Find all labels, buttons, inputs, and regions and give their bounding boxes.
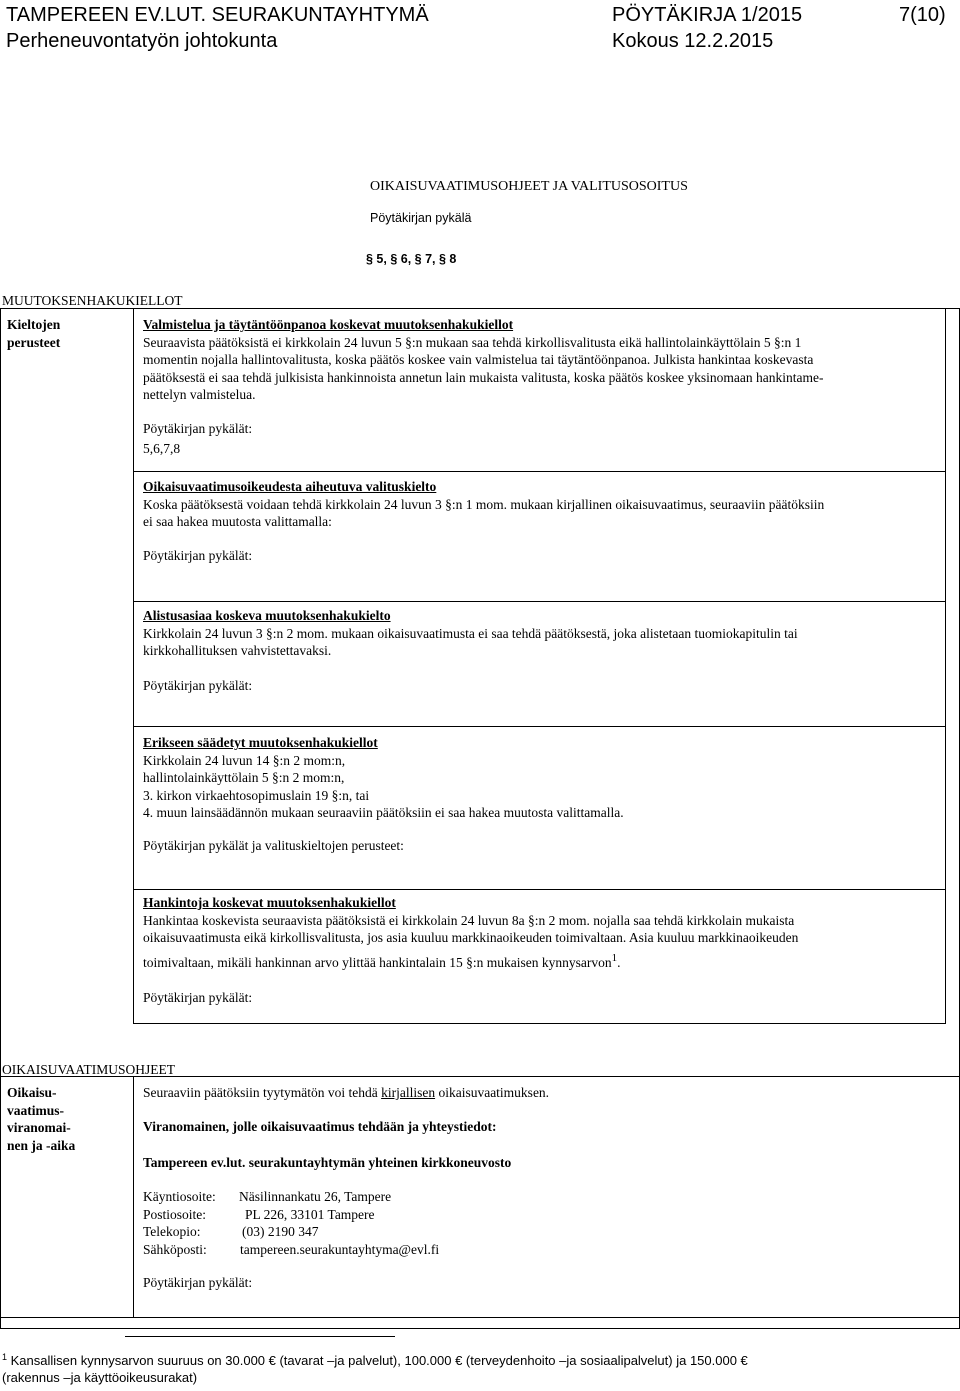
- contact-value: (03) 2190 347: [242, 1224, 319, 1239]
- text-line: 4. muun lainsäädännön mukaan seuraaviin päätöksiin ei saa hakea muutosta valittamalla.: [143, 805, 624, 820]
- text-line: ei saa hakea muutosta valittamalla:: [143, 514, 332, 529]
- pk-label: Pöytäkirjan pykälät:: [143, 990, 253, 1005]
- text-line: Koska päätöksestä voidaan tehdä kirkkolain 24 luvun 3 §:n 1 mom. mukaan kirjallinen oikaisuvaatimus, seuraaviin päätöksiin: [143, 496, 825, 512]
- text-line: 3. kirkon virkaehtosopimuslain 19 §:n, tai: [143, 787, 370, 803]
- left-label-line: Oikaisu-: [7, 1085, 57, 1100]
- section-alistus: [143, 607, 798, 660]
- footnote-mark: 1: [2, 1352, 8, 1362]
- text-span: toimivaltaan, mikäli hankinnan arvo ylittää hankintalain 15 §:n mukaisen kynnysarvon: [143, 954, 612, 970]
- header-doc: PÖYTÄKIRJA 1/2015: [612, 4, 803, 26]
- text-span-underlined: kirjallisen: [381, 1085, 436, 1100]
- footnote: [2, 1349, 748, 1386]
- text-line: Kirkkolain 24 luvun 14 §:n 2 mom:n,: [143, 752, 346, 768]
- section-valituskielto: [143, 478, 824, 531]
- text-line: hallintolainkäyttölain 5 §:n 2 mom:n,: [143, 770, 345, 785]
- oikaisu-heading: OIKAISUVAATIMUSOHJEET: [2, 1062, 176, 1077]
- section-valmistelu: [143, 316, 823, 404]
- pykala-label: Pöytäkirjan pykälä: [370, 211, 472, 225]
- header-unit: Perheneuvontatyön johtokunta: [6, 30, 278, 52]
- pk-label: Pöytäkirjan pykälät:: [143, 678, 253, 693]
- footnote-line: (rakennus –ja käyttöoikeusurakat): [2, 1370, 198, 1385]
- contact-key: Telekopio:: [143, 1224, 201, 1239]
- oikaisu-p3: Tampereen ev.lut. seurakuntayhtymän yhteinen kirkkoneuvosto: [143, 1155, 512, 1170]
- contact-row: [143, 1188, 439, 1206]
- text-span: .: [617, 954, 621, 970]
- contact-key: Sähköposti:: [143, 1241, 207, 1257]
- footnote-separator: [125, 1336, 395, 1337]
- pk-label: Pöytäkirjan pykälät:: [143, 1275, 253, 1290]
- contact-key: Käyntiosoite:: [143, 1189, 216, 1204]
- text-span: Kansallisen kynnysarvon suuruus on 30.000 € (tavarat –ja palvelut), 100.000 € (terveydenhoito –ja sosiaalipalvelut) ja 150.000 €: [10, 1353, 748, 1368]
- text-line: Kirkkolain 24 luvun 3 §:n 2 mom. mukaan oikaisuvaatimusta ei saa tehdä päätöksestä, joka alistetaan tuomiokapitulin tai: [143, 625, 798, 641]
- oikaisu-left-label: [7, 1084, 75, 1154]
- contact-row: [143, 1206, 439, 1224]
- contact-list: [143, 1188, 439, 1258]
- section-heading: Hankintoja koskevat muutoksenhakukiellot: [143, 895, 396, 910]
- text-line: oikaisuvaatimusta eikä kirkollisvalitusta, jos asia kuuluu markkinaoikeuden toimivaltaan. Asia kuuluu markkinaoikeuden: [143, 930, 799, 945]
- text-line: päätöksestä ei saa tehdä julkisista hankinnoista annetun lain mukaista valitusta, koska päätös koskee yksinomaan hankintame-: [143, 369, 824, 385]
- pk-value: 5,6,7,8: [143, 441, 181, 456]
- pk-label: Pöytäkirjan pykälät ja valituskieltojen perusteet:: [143, 838, 404, 853]
- header-meeting: Kokous 12.2.2015: [612, 30, 774, 52]
- left-label-line: vaatimus-: [7, 1102, 64, 1118]
- contact-value: PL 226, 33101 Tampere: [245, 1206, 375, 1222]
- pk-label: Pöytäkirjan pykälät:: [143, 548, 253, 563]
- left-label-line: nen ja -aika: [7, 1137, 76, 1153]
- pykala-list: § 5, § 6, § 7, § 8: [366, 252, 457, 266]
- oikaisu-divider: [133, 1076, 134, 1318]
- left-label-line: perusteet: [7, 334, 61, 350]
- text-line: Seuraavista päätöksistä ei kirkkolain 24 luvun 5 §:n mukaan saa tehdä kirkollisvalitusta eikä hallintolainkäyttölain 5 §:n 1: [143, 334, 802, 350]
- oikaisu-p2: Viranomainen, jolle oikaisuvaatimus tehdään ja yhteystiedot:: [143, 1119, 497, 1134]
- contact-value: Näsilinnankatu 26, Tampere: [239, 1189, 392, 1204]
- section-erikseen: [143, 734, 624, 822]
- contact-row: [143, 1223, 439, 1241]
- contact-key: Postiosoite:: [143, 1206, 207, 1222]
- oikaisu-p1: [143, 1084, 549, 1102]
- section-heading: Alistusasiaa koskeva muutoksenhakukielto: [143, 608, 391, 623]
- doc-title: OIKAISUVAATIMUSOHJEET JA VALITUSOSOITUS: [370, 179, 688, 194]
- footnote-ref: 1: [611, 951, 618, 964]
- section-heading: Oikaisuvaatimusoikeudesta aiheutuva valituskielto: [143, 479, 437, 494]
- section-hankinnat: [143, 894, 798, 971]
- header-org: TAMPEREEN EV.LUT. SEURAKUNTAYHTYMÄ: [6, 4, 429, 26]
- text-line: [143, 950, 798, 972]
- header-page: 7(10): [899, 4, 946, 26]
- footnote-line: [2, 1349, 748, 1369]
- section-heading: Erikseen säädetyt muutoksenhakukiellot: [143, 735, 378, 750]
- left-label-line: viranomai-: [7, 1120, 71, 1135]
- text-line: momentin nojalla hallintovalitusta, koska päätös koskee vain valmistelua tai täytäntöönpanoa. Julkista hankintaa koskevasta: [143, 352, 814, 367]
- left-label-line: Kieltojen: [7, 317, 61, 332]
- kieltojen-perusteet-label: [7, 316, 60, 351]
- text-line: kirkkohallituksen vahvistettavaksi.: [143, 643, 332, 658]
- contact-value: tampereen.seurakuntayhtyma@evl.fi: [240, 1241, 440, 1257]
- section-heading: Valmistelua ja täytäntöönpanoa koskevat muutoksenhakukiellot: [143, 317, 514, 332]
- text-span: Seuraaviin päätöksiin tyytymätön voi tehdä: [143, 1085, 382, 1100]
- muutoksenhaku-heading: MUUTOKSENHAKUKIELLOT: [2, 293, 183, 308]
- text-span: oikaisuvaatimuksen.: [435, 1085, 550, 1100]
- text-line: nettelyn valmistelua.: [143, 387, 256, 402]
- text-line: Hankintaa koskevista seuraavista päätöksistä ei kirkkolain 24 luvun 8a §:n 2 mom. nojalla saa tehdä kirkkolain mukaista: [143, 912, 795, 928]
- pk-label: Pöytäkirjan pykälät:: [143, 421, 253, 436]
- contact-row: [143, 1241, 439, 1259]
